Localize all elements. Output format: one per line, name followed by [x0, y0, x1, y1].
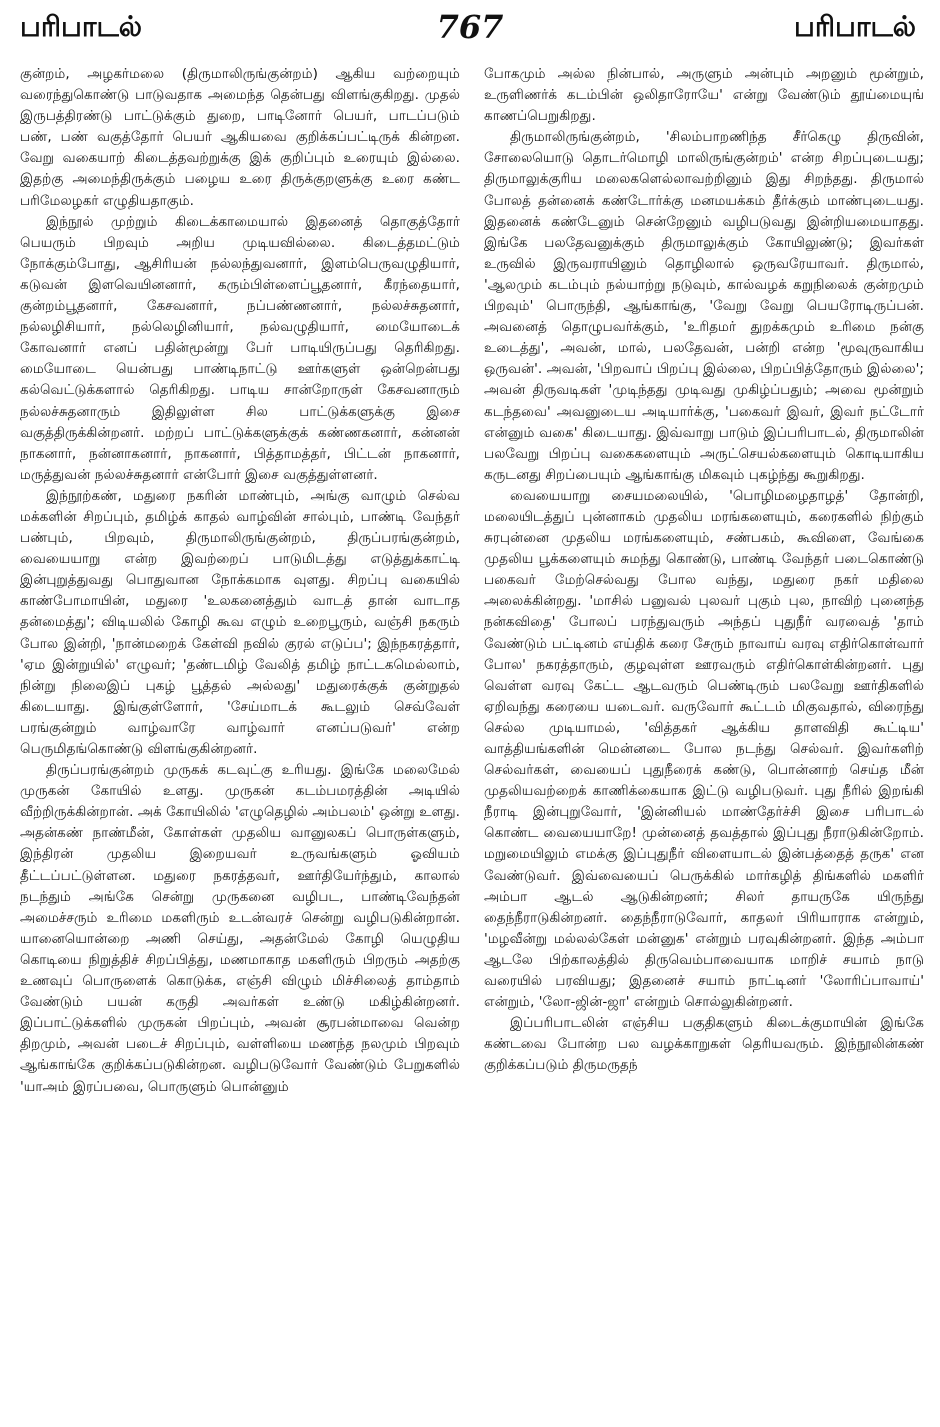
left-text-column [20, 64, 460, 1424]
right-text-column [484, 64, 924, 1424]
left-paragraph: குன்றம், அழகர்மலை (திருமாலிருங்குன்றம்) ஆகிய வற்றையும் வரைந்துகொண்டு பாடுவதாக அமைந்த தென்பது விளங்குகிறது. முதல் இருபத்திரண்டு பாட்டுக்கும் துறை, பாடினோர் பெயர், பாடப்படும் பண், பண் வகுத்தோர் பெயர் ஆகியவை குறிக்கப்பட்டிருக் கின்றன. வேறு வகையாற் கிடைத்தவற்றுக்கு இக் குறிப்பும் உரையும் இல்லை. இதற்கு அமைந்திருக்கும் பழைய உரை திருக்குறளுக்கு உரை கண்ட பரிமேலழகர் எழுதியதாகும். [20, 66, 460, 209]
left-paragraph: இந்நூல் முற்றும் கிடைக்காமையால் இதனைத் தொகுத்தோர் பெயரும் பிறவும் அறிய முடியவில்லை. கிடைத்தமட்டும் நோக்கும்போது, ஆசிரியன் நல்லந்துவனார், இளம்பெருவழுதியார், கடுவன் இளவெயினனார், கரும்பிள்ளைப்பூதனார், கீரந்தையார், குன்றம்பூதனார், கேசவனார், நப்பண்ணனார், நல்லச்சுதனார், நல்லழிசியார், நல்லெழினியார், நல்வழுதியார், மையோடைக் கோவனார் எனப் பதின்மூன்று பேர் பாடியிருப்பது தெரிகிறது. மையோடை யென்பது பாண்டிநாட்டு ஊர்களுள் ஒன்றென்பது கல்வெட்டுக்களால் தெரிகிறது. பாடிய சான்றோருள் கேசவனாரும் நல்லச்சுதனாரும் இதிலுள்ள சில பாட்டுக்களுக்கு இசை வகுத்திருக்கின்றனர். மற்றப் பாட்டுக்களுக்குக் கண்ணகனார், கன்னன் நாகனார், நன்னாகனார், நாகனார், பித்தாமத்தர், பிட்டன் நாகனார், மருத்துவன் நல்லச்சுதனார் என்போர் இசை வகுத்துள்ளனர். [20, 213, 460, 483]
right-paragraph: வையையாறு சையமலையில், 'பொழிமழைதாழத்' தோன்றி, மலையிடத்துப் புன்னாகம் முதலிய மரங்களையும், கரைகளில் நிற்கும் சுரபுன்னை முதலிய மரங்களையும், சண்பகம், கூவிளை, வேங்கை முதலிய பூக்களையும் சுமந்து கொண்டு, பாண்டி வேந்தர் படைகொண்டு பகைவர் மேற்செல்வது போல வந்து, மதுரை நகர் மதிலை அலைக்கின்றது. 'மாசில் பனுவல் புலவர் புகும் புல, நாவிற் புனைந்த நன்கவிதை' போலப் பரந்துவரும் அந்தப் புதுநீர் வரவைத் 'தாம் வேண்டும் பட்டினம் எய்திக் கரை சேரும் நாவாய் வரவு எதிர்கொள்வார் போல' நகரத்தாரும், குழவுள்ள ஊரவரும் எதிர்கொள்கின்றனர். புது வெள்ள வரவு கேட்ட ஆடவரும் பெண்டிரும் பலவேறு ஊர்திகளில் ஏறிவந்து கரையை யடைவர். வருவோர் கூட்டம் மிகுவதால், விரைந்து செல்ல முடியாமல், 'வித்தகர் ஆக்கிய தாளவிதி கூட்டிய' வாத்தியங்களின் மென்னடை போல நடந்து செல்வர். இவர்களிற் செல்வர்கள், வையைப் புதுநீரைக் கண்டு, பொன்னாற் செய்த மீன் முதலியவற்றைக் காணிக்கையாக இட்டு வழிபடுவர். புது நீரில் இறங்கி நீராடி இன்புறுவோர், 'இன்னியல் மாண்தேர்ச்சி இசை பரிபாடல் கொண்ட வையையாறே! முன்னைத் தவத்தால் இப்புது நீராடுகின்றோம். மறுமையிலும் எமக்கு இப்புதுநீர் விளையாடல் இன்பத்தைத் தருக' என வேண்டுவர். இவ்வையைப் பெருக்கில் மார்கழித் திங்களில் மகளிர் அம்பா ஆடல் ஆடுகின்றனர்; சிலர் தாயருகே யிருந்து தைந்நீராடுகின்றனர். தைந்நீராடுவோர், காதலர் பிரியாராக என்றும், 'மழவீன்று மல்லல்கேள் மன்னுக' என்றும் பரவுகின்றனர். இந்த அம்பா ஆடலே பிற்காலத்தில் திருவெம்பாவையாக மாறிச் சயாம் நாடு வரையில் பரவியது; இதனைச் சயாம் நாட்டினர் 'லோரிப்பாவாய்' என்றும், 'லோ-ஜின்-ஜா' என்றும் சொல்லுகின்றனர். [484, 487, 924, 1011]
right-paragraph: போகமும் அல்ல நின்பால், அருளும் அன்பும் அறனும் மூன்றும், உருளிணர்க் கடம்பின் ஒலிதாரோயே' என்று வேண்டும் தூய்மையுங் காணப்பெறுகிறது. [484, 66, 924, 125]
left-paragraph: இந்நூற்கண், மதுரை நகரின் மாண்பும், அங்கு வாழும் செல்வ மக்களின் சிறப்பும், தமிழ்க் காதல் வாழ்வின் சால்பும், பாண்டி வேந்தர் பண்பும், பிறவும், திருமாலிருங்குன்றம், திருப்பரங்குன்றம், வையையாறு என்ற இவற்றைப் பாடுமிடத்து எடுத்துக்காட்டி இன்புறுத்துவது பொதுவான நோக்கமாக வுளது. சிறப்பு வகையில் காண்போமாயின், மதுரை 'உலகனைத்தும் வாடத் தான் வாடாத தன்மைத்து'; விடியலில் கோழி கூவ எழும் உறைபூரும், வஞ்சி நகரும் போல இன்றி, 'நான்மறைக் கேள்வி நவில் குரல் எடுப்ப'; இந்நகரத்தார், 'ஏம இன்றுயில்' எழுவர்; 'தண்டமிழ் வேலித் தமிழ் நாட்டகமெல்லாம், நின்று நிலைஇப் புகழ் பூத்தல் அல்லது' மதுரைக்குக் குன்றுதல் கிடையாது. இங்குள்ளோர், 'சேய்மாடக் கூடலும் செவ்வேள் பரங்குன்றும் வாழ்வாரே வாழ்வார் எனப்படுவர்' என்ற பெருமிதங்கொண்டு விளங்குகின்றனர். [20, 487, 460, 757]
page-header [0, 8, 940, 58]
right-paragraph: திருமாலிருங்குன்றம், 'சிலம்பாறணிந்த சீர்கெழு திருவின், சோலையொடு தொடர்மொழி மாலிருங்குன்றம்' என்ற சிறப்புடையது; திருமாலுக்குரிய மலைகளெல்லாவற்றினும் இது சிறந்தது. திருமால் போலத் தன்னைக் கண்டோர்க்கு மனமயக்கம் தீர்க்கும் மாண்புடையது. இதனைக் கண்டேனும் சென்றேனும் வழிபடுவது இன்றியமையாதது. இங்கே பலதேவனுக்கும் திருமாலுக்கும் கோயிலுண்டு; இவர்கள் உருவில் இருவராயினும் தொழிலால் ஒருவரேயாவர். திருமால், 'ஆலமும் கடம்பும் நல்யாற்று நடுவும், கால்வழக் கறுநிலைக் குன்றமும் பிறவும்' பொருந்தி, ஆங்காங்கு, 'வேறு வேறு பெயரோடிருப்பன். அவனைத் தொழுபவர்க்கும், 'உரிதமர் துறக்கமும் உரிமை நன்கு உடைத்து', அவன், மால், பலதேவன், பன்றி என்ற 'மூவுருவாகிய ஒருவன்'. அவன், 'பிறவாப் பிறப்பு இல்லை, பிறப்பித்தோரும் இல்லை'; அவன் திருவடிகள் 'முடிந்தது முடிவது முகிழ்ப்பதும்; அவை மூன்றும் கடந்தவை' அவனுடைய அடியார்க்கு, 'பகைவர் இவர், இவர் நட்டோர் என்னும் வகை' கிடையாது. இவ்வாறு பாடும் இப்பரிபாடல், திருமாலின் பலவேறு பிறப்பு வகைகளையும் அருட்செயல்களையும் கொடியாகிய கருடனது சிறப்பையும் ஆங்காங்கு மிகவும் புகழ்ந்து கூறுகிறது. [484, 129, 924, 483]
right-paragraph: இப்பரிபாடலின் எஞ்சிய பகுதிகளும் கிடைக்குமாயின் இங்கே கண்டவை போன்ற பல வழக்காறுகள் தெரியவரும். இந்நூலின்கண் குறிக்கப்படும் திருமருதந் [484, 1015, 924, 1074]
page-number: 767 [436, 8, 504, 46]
running-title-left: பரிபாடல் [20, 10, 142, 43]
left-paragraph: திருப்பரங்குன்றம் முருகக் கடவுட்கு உரியது. இங்கே மலைமேல் முருகன் கோயில் உளது. முருகன் கடம்பமரத்தின் அடியில் வீற்றிருக்கின்றான். அக் கோயிலில் 'எழுதெழில் அம்பலம்' ஒன்று உளது. அதன்கண் நாண்மீன், கோள்கள் முதலிய வானுலகப் பொருள்களும், இந்திரன் முதலிய இறையவர் உருவங்களும் ஓவியம் தீட்டப்பட்டுள்ளன. மதுரை நகரத்தவர், ஊர்தியேர்ந்தும், காலால் நடந்தும் அங்கே சென்று முருகனை வழிபட, பாண்டிவேந்தன் அமைச்சரும் உரிமை மகளிரும் உடன்வரச் சென்று வழிபடுகின்றான். யானையொன்றை அணி செய்து, அதன்மேல் கோழி யெழுதிய கொடியை நிறுத்திச் சிறப்பித்து, மணமாகாத மகளிரும் பிறரும் அதற்கு உணவுப் பொருளைக் கொடுக்க, எஞ்சி விழும் மிச்சிலைத் தாம்தாம் வேண்டும் பயன் கருதி அவர்கள் உண்டு மகிழ்கின்றனர். இப்பாட்டுக்களில் முருகன் பிறப்பும், அவன் சூரபன்மாவை வென்ற திறமும், அவன் படைச் சிறப்பும், வள்ளியை மணந்த நலமும் பிறவும் ஆங்காங்கே குறிக்கப்படுகின்றன. வழிபடுவோர் வேண்டும் பேறுகளில் 'யாஅம் இரப்பவை, பொருளும் பொன்னும் [20, 762, 460, 1095]
running-title-right: பரிபாடல் [794, 10, 916, 43]
